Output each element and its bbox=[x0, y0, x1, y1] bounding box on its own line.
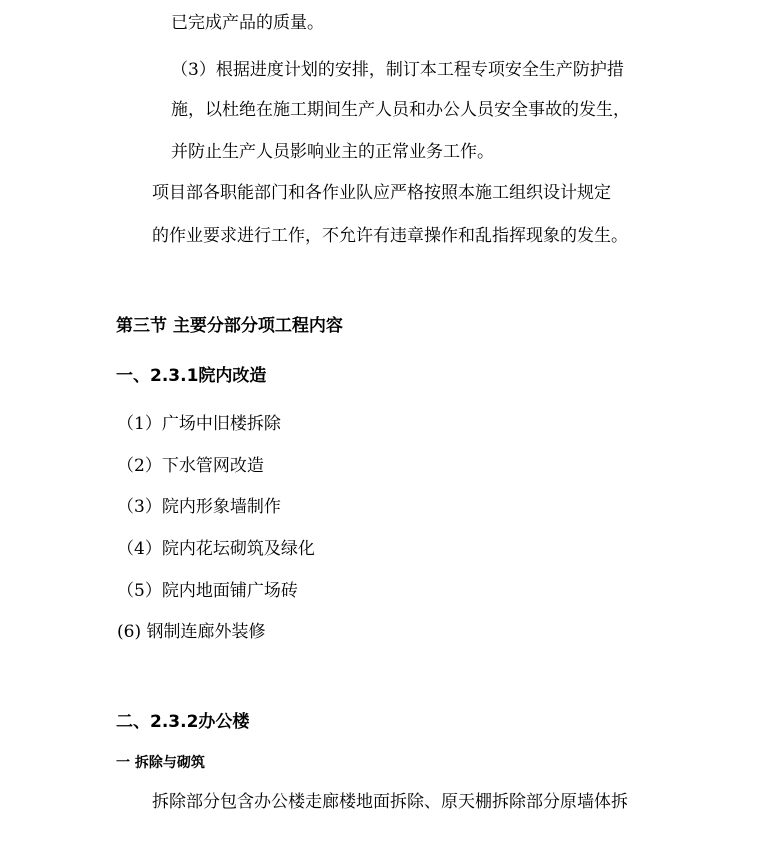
list-item: (6) 钢制连廊外装修 bbox=[117, 622, 266, 642]
list-item: （2）下水管网改造 bbox=[117, 456, 264, 476]
paragraph-line: 已完成产品的质量。 bbox=[171, 13, 324, 33]
part-heading: 一、2.3.1院内改造 bbox=[116, 366, 267, 386]
paragraph-line: 项目部各职能部门和各作业队应严格按照本施工组织设计规定 bbox=[152, 183, 611, 203]
part-heading: 二、2.3.2办公楼 bbox=[116, 712, 250, 732]
section-title: 第三节 主要分部分项工程内容 bbox=[116, 316, 343, 336]
list-item: （1）广场中旧楼拆除 bbox=[117, 414, 281, 434]
paragraph-line: 并防止生产人员影响业主的正常业务工作。 bbox=[171, 142, 494, 162]
paragraph-line: 施，以杜绝在施工期间生产人员和办公人员安全事故的发生， bbox=[171, 100, 630, 120]
sub-heading: 一 拆除与砌筑 bbox=[116, 755, 205, 771]
list-item: （4）院内花坛砌筑及绿化 bbox=[117, 539, 315, 559]
paragraph-line: （3）根据进度计划的安排，制订本工程专项安全生产防护措 bbox=[171, 60, 624, 80]
paragraph-line: 拆除部分包含办公楼走廊楼地面拆除、原天棚拆除部分原墙体拆 bbox=[152, 792, 628, 812]
list-item: （5）院内地面铺广场砖 bbox=[117, 581, 298, 601]
paragraph-line: 的作业要求进行工作，不允许有违章操作和乱指挥现象的发生。 bbox=[152, 226, 628, 246]
list-item: （3）院内形象墙制作 bbox=[117, 497, 281, 517]
